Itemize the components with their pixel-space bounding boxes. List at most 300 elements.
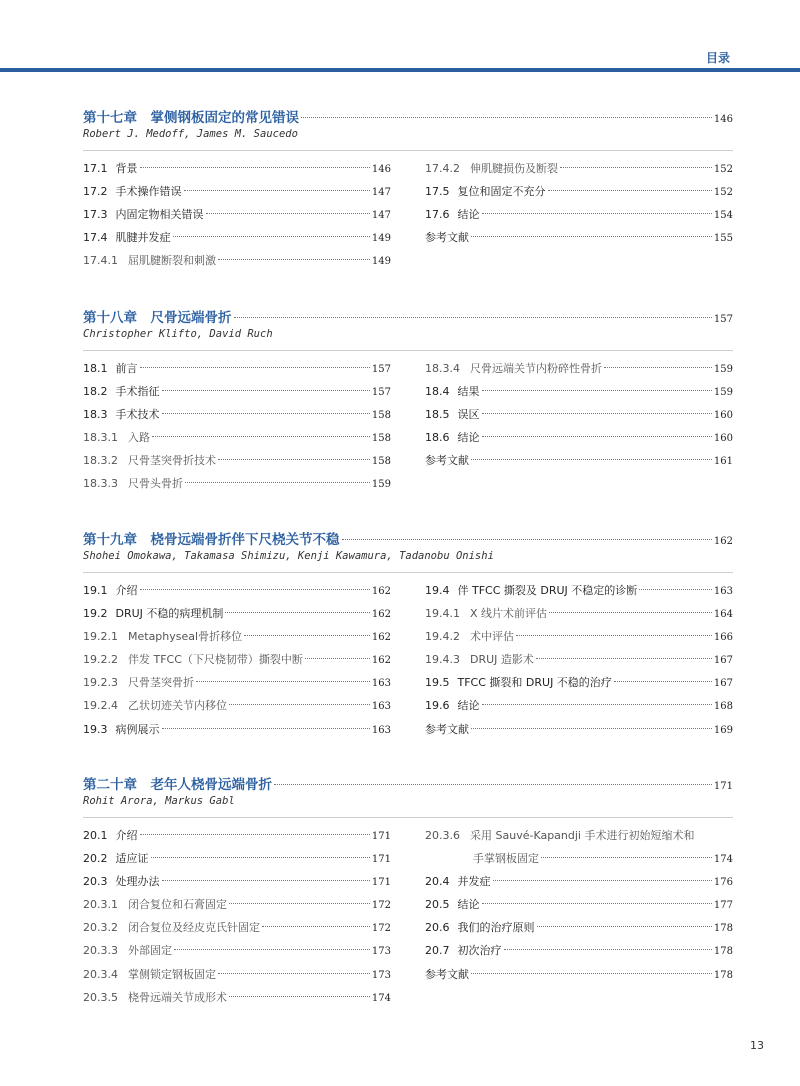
toc-entry[interactable] xyxy=(425,697,733,720)
toc-entry[interactable] xyxy=(425,429,733,452)
toc-entry-number: 19.2.2 xyxy=(83,653,118,667)
toc-entry[interactable] xyxy=(425,850,733,873)
toc-entry[interactable] xyxy=(83,827,391,850)
toc-entry[interactable] xyxy=(83,160,391,183)
right-column xyxy=(425,827,733,1012)
chapter-block xyxy=(83,773,733,1012)
chapter-divider xyxy=(83,150,733,151)
toc-entry-page: 157 xyxy=(371,364,391,375)
right-column xyxy=(425,360,733,499)
toc-entry-number: 19.2.1 xyxy=(83,630,118,644)
dot-leader xyxy=(614,681,712,682)
toc-entry[interactable] xyxy=(425,229,733,252)
toc-entry[interactable] xyxy=(425,651,733,674)
toc-entry-title xyxy=(83,896,227,912)
toc-entry[interactable] xyxy=(83,206,391,229)
toc-entry-number: 20.3.4 xyxy=(83,967,118,981)
toc-entry-page: 160 xyxy=(713,410,733,422)
chapter-divider xyxy=(83,817,733,818)
dot-leader xyxy=(560,167,712,168)
toc-entry[interactable] xyxy=(425,452,733,475)
left-column xyxy=(83,582,391,744)
toc-entry-title xyxy=(83,721,160,737)
dot-leader xyxy=(471,236,712,237)
toc-entry-title xyxy=(425,383,480,399)
dot-leader xyxy=(185,482,370,483)
toc-entry-text: 参考文献 xyxy=(425,967,469,981)
toc-entry[interactable] xyxy=(425,942,733,965)
toc-entry-number: 20.2 xyxy=(83,852,108,866)
toc-entry[interactable] xyxy=(425,966,733,989)
toc-entry-number: 19.2 xyxy=(83,607,108,621)
toc-entry-page: 178 xyxy=(713,969,733,981)
toc-entry-text: 尺骨头骨折 xyxy=(128,477,183,491)
toc-entry[interactable] xyxy=(83,942,391,965)
toc-entry-number: 19.4.2 xyxy=(425,630,460,644)
toc-entry-title xyxy=(83,160,138,176)
toc-entry-text: 处理办法 xyxy=(115,875,160,889)
toc-entry-title xyxy=(83,206,204,222)
toc-entry-title xyxy=(425,206,480,222)
toc-entry[interactable] xyxy=(83,429,391,452)
dot-leader xyxy=(262,926,370,927)
toc-entry-text: 尺骨茎突骨折技术 xyxy=(128,454,216,468)
toc-entry-title xyxy=(425,721,469,737)
toc-entry[interactable] xyxy=(425,183,733,206)
toc-entry[interactable] xyxy=(425,160,733,183)
toc-entry-number: 20.5 xyxy=(425,898,450,912)
dot-leader xyxy=(229,996,370,997)
toc-entry-page: 177 xyxy=(713,900,733,912)
dot-leader xyxy=(140,167,370,168)
toc-entry-page: 178 xyxy=(713,923,733,935)
dot-leader xyxy=(548,190,712,191)
toc-entry-title xyxy=(425,429,480,445)
toc-entry-text: 外部固定 xyxy=(128,944,172,958)
toc-entry-text: 结果 xyxy=(457,385,480,399)
toc-entry-title xyxy=(83,605,223,621)
toc-entry-number: 17.4.1 xyxy=(83,254,118,268)
toc-entry-page: 162 xyxy=(371,655,391,667)
toc-entry[interactable] xyxy=(425,896,733,919)
dot-leader xyxy=(482,413,712,414)
toc-entry-number: 18.3.2 xyxy=(83,454,118,468)
toc-entry-page: 178 xyxy=(713,946,733,958)
toc-entry-page: 157 xyxy=(371,387,391,399)
toc-entry-number: 19.2.3 xyxy=(83,676,118,690)
dot-leader xyxy=(151,857,370,858)
chapter-divider xyxy=(83,350,733,351)
toc-entry-number: 18.4 xyxy=(425,385,450,399)
toc-entry-page: 163 xyxy=(371,701,391,713)
chapter-block xyxy=(83,106,733,275)
dot-leader xyxy=(537,926,712,927)
toc-entry-text: 屈肌腱断裂和刺激 xyxy=(128,254,216,268)
toc-entry-title xyxy=(83,452,216,468)
toc-entry-number: 17.1 xyxy=(83,162,108,175)
toc-entry-title xyxy=(83,429,150,445)
toc-entry-number: 19.4.1 xyxy=(425,607,460,621)
dot-leader xyxy=(482,213,712,214)
toc-entry[interactable] xyxy=(83,406,391,429)
dot-leader xyxy=(541,857,712,858)
toc-entry[interactable] xyxy=(83,605,391,628)
dot-leader xyxy=(471,459,712,460)
toc-entry[interactable] xyxy=(83,628,391,651)
left-column xyxy=(83,160,391,275)
toc-entry-page: 155 xyxy=(713,233,733,245)
chapter-title-row[interactable] xyxy=(83,773,733,793)
chapter-title-row[interactable] xyxy=(83,106,733,126)
toc-entry-number: 19.3 xyxy=(83,722,108,736)
toc-entry-text: DRUJ 不稳的病理机制 xyxy=(115,607,224,621)
chapter-authors: Rohit Arora, Markus Gabl xyxy=(83,795,235,807)
dot-leader xyxy=(549,612,712,613)
toc-entry-text: 伸肌腱损伤及断裂 xyxy=(470,162,558,175)
toc-entry-number: 18.3.1 xyxy=(83,431,118,445)
toc-entry-page: 154 xyxy=(713,210,733,222)
toc-entry-number: 17.5 xyxy=(425,185,450,199)
toc-entry-page: 168 xyxy=(713,701,733,713)
toc-entry-text: 误区 xyxy=(457,408,480,422)
toc-entry[interactable] xyxy=(83,183,391,206)
toc-entry-text: 手术技术 xyxy=(115,408,160,422)
chapter-authors: Robert J. Medoff, James M. Saucedo xyxy=(83,128,298,140)
toc-entry-page: 171 xyxy=(371,831,391,842)
toc-entry-page: 163 xyxy=(713,586,733,597)
dot-leader xyxy=(152,436,370,437)
toc-entry-number: 17.2 xyxy=(83,185,108,199)
toc-entry-number: 18.5 xyxy=(425,408,450,422)
dot-leader xyxy=(234,317,712,318)
toc-entry-title xyxy=(83,651,303,667)
toc-entry-page: 159 xyxy=(713,387,733,399)
toc-entry-number: 19.6 xyxy=(425,699,450,713)
toc-entry-text: 手掌钢板固定 xyxy=(473,852,539,866)
toc-entry-number: 17.3 xyxy=(83,208,108,222)
toc-entry-page: 163 xyxy=(371,678,391,690)
toc-entry[interactable] xyxy=(83,674,391,697)
toc-entry-title xyxy=(425,360,602,376)
toc-entry-title xyxy=(425,966,469,982)
toc-entry-title xyxy=(425,160,558,176)
toc-entry-title xyxy=(83,475,183,491)
toc-entry-number: 19.2.4 xyxy=(83,699,118,713)
toc-entry-text: 术中评估 xyxy=(470,630,514,644)
toc-entry-text: 适应证 xyxy=(115,852,149,866)
toc-entry-title xyxy=(425,651,534,667)
toc-entry-number: 17.6 xyxy=(425,208,450,222)
toc-entry-text: 结论 xyxy=(457,898,480,912)
dot-leader xyxy=(482,436,712,437)
dot-leader xyxy=(225,612,370,613)
toc-entry-text: 伴发 TFCC（下尺桡韧带）撕裂中断 xyxy=(128,653,303,667)
chapter-title-row[interactable] xyxy=(83,306,733,326)
toc-entry[interactable] xyxy=(83,475,391,498)
toc-entry-title xyxy=(425,942,502,958)
dot-leader xyxy=(218,973,370,974)
toc-entry-text: 参考文献 xyxy=(425,722,469,736)
toc-entry-number: 20.4 xyxy=(425,875,450,889)
toc-entry-title xyxy=(83,628,242,644)
toc-entry-text: 介绍 xyxy=(115,584,138,597)
toc-entry-number: 20.3.5 xyxy=(83,990,118,1004)
toc-entry-title xyxy=(83,850,149,866)
chapter-title: 第十七章 掌侧钢板固定的常见错误 xyxy=(83,110,299,126)
toc-entry-text: 入路 xyxy=(128,431,150,445)
dot-leader xyxy=(305,658,370,659)
toc-entry-page: 159 xyxy=(713,364,733,375)
toc-entry-text: 前言 xyxy=(115,362,138,375)
chapter-page: 146 xyxy=(713,114,733,125)
toc-entry-text: 初次治疗 xyxy=(457,944,502,958)
toc-entry-number: 20.3.6 xyxy=(425,829,460,842)
right-column xyxy=(425,160,733,275)
toc-entry-number: 19.5 xyxy=(425,676,450,690)
chapter-page: 157 xyxy=(713,314,733,325)
dot-leader xyxy=(162,728,370,729)
toc-entry-page: 171 xyxy=(371,854,391,866)
toc-entry[interactable] xyxy=(83,873,391,896)
dot-leader xyxy=(162,390,370,391)
chapter-block xyxy=(83,306,733,499)
toc-entry-page: 160 xyxy=(713,433,733,445)
toc-entry-title xyxy=(425,827,694,843)
right-column xyxy=(425,582,733,744)
dot-leader xyxy=(493,880,712,881)
toc-entry-page: 158 xyxy=(371,433,391,445)
toc-entry-number: 20.3.1 xyxy=(83,898,118,912)
toc-entry[interactable] xyxy=(425,628,733,651)
toc-entry[interactable] xyxy=(425,827,733,850)
dot-leader xyxy=(536,658,712,659)
toc-entry-page: 158 xyxy=(371,410,391,422)
toc-entry[interactable] xyxy=(83,896,391,919)
dot-leader xyxy=(482,390,712,391)
toc-entry-page: 162 xyxy=(371,632,391,644)
toc-entry[interactable] xyxy=(83,697,391,720)
dot-leader xyxy=(206,213,370,214)
toc-entry[interactable] xyxy=(425,406,733,429)
toc-entry-number: 20.6 xyxy=(425,921,450,935)
toc-entry-text: 桡骨远端关节成形术 xyxy=(128,990,227,1004)
page-number: 13 xyxy=(750,1039,764,1052)
toc-entry-text: 结论 xyxy=(457,208,480,222)
toc-entry-title xyxy=(83,873,160,889)
toc-entry-text: TFCC 撕裂和 DRUJ 不稳的治疗 xyxy=(457,676,612,690)
toc-entry-text: 手术操作错误 xyxy=(115,185,182,199)
toc-entry-text: 我们的治疗原则 xyxy=(457,921,535,935)
toc-entry-page: 149 xyxy=(371,233,391,245)
toc-entry-text: 背景 xyxy=(115,162,138,175)
toc-entry-title xyxy=(425,674,612,690)
toc-entry-number: 17.4 xyxy=(83,231,108,245)
dot-leader xyxy=(140,367,370,368)
toc-entry-title xyxy=(83,383,160,399)
toc-entry-page: 162 xyxy=(371,586,391,597)
toc-entry[interactable] xyxy=(425,582,733,605)
toc-entry-number: 19.4.3 xyxy=(425,653,460,667)
toc-entry-title xyxy=(425,183,546,199)
dot-leader xyxy=(184,190,370,191)
toc-entry-title xyxy=(425,896,480,912)
toc-entry-text: 乙状切迹关节内移位 xyxy=(128,699,227,713)
toc-entry-title xyxy=(83,252,216,268)
toc-entry-number: 20.3 xyxy=(83,875,108,889)
toc-entry-title xyxy=(83,406,160,422)
chapter-divider xyxy=(83,572,733,573)
toc-entry[interactable] xyxy=(425,383,733,406)
toc-entry-text: 肌腱并发症 xyxy=(115,231,171,245)
toc-entry-number: 18.3 xyxy=(83,408,108,422)
chapter-title: 第十八章 尺骨远端骨折 xyxy=(83,310,232,326)
toc-entry[interactable] xyxy=(425,206,733,229)
toc-entry-page: 149 xyxy=(371,256,391,268)
toc-entry-title xyxy=(83,989,227,1005)
toc-entry-page: 169 xyxy=(713,724,733,736)
toc-entry-page: 166 xyxy=(713,632,733,644)
toc-entry-title xyxy=(83,360,138,376)
toc-entry[interactable] xyxy=(83,919,391,942)
toc-entry-page: 163 xyxy=(371,724,391,736)
toc-entry-text: 病例展示 xyxy=(115,722,160,736)
chapter-authors: Christopher Klifto, David Ruch xyxy=(83,328,273,340)
dot-leader xyxy=(140,834,370,835)
toc-entry[interactable] xyxy=(83,360,391,383)
toc-entry-title xyxy=(425,850,539,866)
toc-entry-title xyxy=(425,873,491,889)
dot-leader xyxy=(482,704,712,705)
toc-entry[interactable] xyxy=(83,721,391,744)
toc-entry[interactable] xyxy=(83,966,391,989)
chapter-title: 第二十章 老年人桡骨远端骨折 xyxy=(83,777,272,793)
toc-entry-text: 尺骨茎突骨折 xyxy=(128,676,194,690)
toc-entry-page: 152 xyxy=(713,164,733,175)
toc-entry-text: 掌侧锁定钢板固定 xyxy=(128,967,216,981)
chapter-authors: Shohei Omokawa, Takamasa Shimizu, Kenji Kawamura, Tadanobu Onishi xyxy=(83,550,494,562)
dot-leader xyxy=(196,681,370,682)
dot-leader xyxy=(482,903,712,904)
toc-entry-text: 伴 TFCC 撕裂及 DRUJ 不稳定的诊断 xyxy=(457,584,638,597)
chapter-title: 第十九章 桡骨远端骨折伴下尺桡关节不稳 xyxy=(83,532,340,548)
toc-entry-title xyxy=(83,966,216,982)
toc-entry-text: 闭合复位及经皮克氏针固定 xyxy=(128,921,260,935)
dot-leader xyxy=(218,259,370,260)
toc-entry[interactable] xyxy=(83,989,391,1012)
toc-entry-page: 162 xyxy=(371,609,391,621)
chapter-title-row[interactable] xyxy=(83,528,733,548)
toc-entry[interactable] xyxy=(425,674,733,697)
toc-entry-number: 17.4.2 xyxy=(425,162,460,175)
toc-entry-title xyxy=(425,406,480,422)
toc-entry-title xyxy=(83,919,260,935)
toc-entry-number: 18.3.3 xyxy=(83,477,118,491)
toc-entry[interactable] xyxy=(425,605,733,628)
dot-leader xyxy=(342,539,712,540)
toc-entry-number: 20.3.2 xyxy=(83,921,118,935)
toc-entry-text: 结论 xyxy=(457,699,480,713)
toc-entry-text: 内固定物相关错误 xyxy=(115,208,204,222)
toc-entry-text: 参考文献 xyxy=(425,454,469,468)
toc-entry-number: 18.2 xyxy=(83,385,108,399)
toc-entry-text: X 线片术前评估 xyxy=(470,607,548,621)
chapter-page: 162 xyxy=(713,536,733,547)
toc-entry-number: 19.1 xyxy=(83,584,108,597)
toc-entry-page: 171 xyxy=(371,877,391,889)
dot-leader xyxy=(229,704,370,705)
toc-entry[interactable] xyxy=(425,873,733,896)
dot-leader xyxy=(140,589,370,590)
dot-leader xyxy=(274,784,712,785)
toc-entry-title xyxy=(83,582,138,598)
toc-entry-title xyxy=(425,605,547,621)
toc-entry-text: 并发症 xyxy=(457,875,491,889)
toc-entry[interactable] xyxy=(425,360,733,383)
toc-entry-title xyxy=(425,582,637,598)
toc-entry[interactable] xyxy=(83,229,391,252)
toc-entry-page: 161 xyxy=(713,456,733,468)
dot-leader xyxy=(516,635,712,636)
toc-entry-page: 152 xyxy=(713,187,733,199)
toc-entry-page: 159 xyxy=(371,479,391,491)
dot-leader xyxy=(504,949,712,950)
toc-entry-page: 147 xyxy=(371,210,391,222)
dot-leader xyxy=(218,459,370,460)
section-label: 目录 xyxy=(705,51,730,65)
toc-entry-title xyxy=(83,229,171,245)
toc-entry-page: 174 xyxy=(713,854,733,866)
toc-entry[interactable] xyxy=(83,850,391,873)
toc-entry-page: 164 xyxy=(713,609,733,621)
toc-entry-title xyxy=(425,452,469,468)
toc-entry[interactable] xyxy=(83,452,391,475)
toc-entry[interactable] xyxy=(83,252,391,275)
toc-entry[interactable] xyxy=(425,721,733,744)
toc-entry-title xyxy=(83,697,227,713)
toc-entry-page: 172 xyxy=(371,923,391,935)
toc-entry[interactable] xyxy=(83,651,391,674)
toc-entry[interactable] xyxy=(83,383,391,406)
toc-entry-title xyxy=(83,942,172,958)
toc-entry-text: 复位和固定不充分 xyxy=(457,185,546,199)
toc-entry-text: 结论 xyxy=(457,431,480,445)
dot-leader xyxy=(604,367,712,368)
toc-entry-page: 176 xyxy=(713,877,733,889)
toc-entry-title xyxy=(83,183,182,199)
toc-entry-title xyxy=(425,919,535,935)
left-column xyxy=(83,360,391,499)
left-column xyxy=(83,827,391,1012)
dot-leader xyxy=(162,413,370,414)
toc-entry-page: 174 xyxy=(371,992,391,1004)
toc-entry-title xyxy=(83,827,138,843)
toc-entry-page: 146 xyxy=(371,164,391,175)
dot-leader xyxy=(471,973,712,974)
toc-entry-page: 173 xyxy=(371,946,391,958)
toc-entry-text: Metaphyseal骨折移位 xyxy=(128,630,243,644)
dot-leader xyxy=(471,728,712,729)
toc-entry-page: 158 xyxy=(371,456,391,468)
toc-entry-page: 167 xyxy=(713,655,733,667)
toc-entry-page: 173 xyxy=(371,969,391,981)
toc-entry-text: 介绍 xyxy=(115,829,138,842)
toc-entry-number: 18.6 xyxy=(425,431,450,445)
dot-leader xyxy=(229,903,370,904)
toc-entry[interactable] xyxy=(425,919,733,942)
toc-entry-number: 20.3.3 xyxy=(83,944,118,958)
toc-entry[interactable] xyxy=(83,582,391,605)
chapter-page: 171 xyxy=(713,781,733,792)
